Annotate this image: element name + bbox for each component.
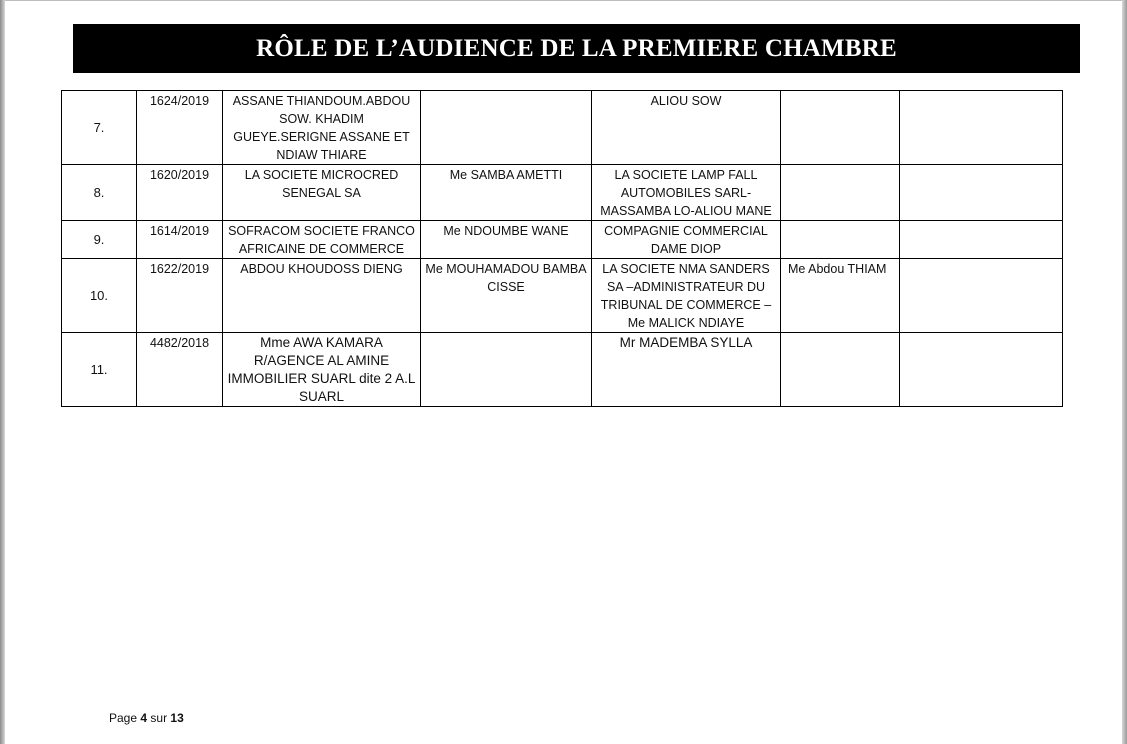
defendant-lawyer: Me Abdou THIAM xyxy=(781,259,900,333)
defendant: COMPAGNIE COMMERCIAL DAME DIOP xyxy=(592,221,781,259)
defendant-lawyer xyxy=(781,165,900,221)
defendant: ALIOU SOW xyxy=(592,91,781,165)
plaintiff-lawyer xyxy=(421,91,592,165)
table-row xyxy=(62,333,1063,407)
observation xyxy=(900,333,1063,407)
page-top-edge xyxy=(5,0,1122,1)
row-number: 10. xyxy=(62,259,137,333)
defendant: LA SOCIETE NMA SANDERS SA –ADMINISTRATEUR DU TRIBUNAL DE COMMERCE – Me MALICK NDIAYE xyxy=(592,259,781,333)
row-number: 7. xyxy=(62,91,137,165)
plaintiff: SOFRACOM SOCIETE FRANCO AFRICAINE DE COMMERCE xyxy=(223,221,421,259)
observation xyxy=(900,91,1063,165)
observation xyxy=(900,259,1063,333)
case-number: 1622/2019 xyxy=(137,259,223,333)
defendant-lawyer xyxy=(781,91,900,165)
case-number: 4482/2018 xyxy=(137,333,223,407)
page-footer xyxy=(109,711,184,725)
page-total: 13 xyxy=(170,711,184,725)
table-row xyxy=(62,165,1063,221)
page-current: 4 xyxy=(140,711,148,725)
defendant: Mr MADEMBA SYLLA xyxy=(592,333,781,407)
page-left-shadow xyxy=(0,0,5,744)
plaintiff-lawyer xyxy=(421,333,592,407)
observation xyxy=(900,165,1063,221)
document-title: RÔLE DE L’AUDIENCE DE LA PREMIERE CHAMBRE xyxy=(73,24,1080,73)
defendant-lawyer xyxy=(781,333,900,407)
row-number: 8. xyxy=(62,165,137,221)
plaintiff: ABDOU KHOUDOSS DIENG xyxy=(223,259,421,333)
table-row xyxy=(62,259,1063,333)
plaintiff: Mme AWA KAMARA R/AGENCE AL AMINE IMMOBILIER SUARL dite 2 A.L SUARL xyxy=(223,333,421,407)
defendant-lawyer xyxy=(781,221,900,259)
plaintiff-lawyer: Me SAMBA AMETTI xyxy=(421,165,592,221)
defendant: LA SOCIETE LAMP FALL AUTOMOBILES SARL-MASSAMBA LO-ALIOU MANE xyxy=(592,165,781,221)
page-separator: sur xyxy=(150,711,168,725)
case-number: 1620/2019 xyxy=(137,165,223,221)
table-row xyxy=(62,221,1063,259)
plaintiff-lawyer: Me MOUHAMADOU BAMBA CISSE xyxy=(421,259,592,333)
observation xyxy=(900,221,1063,259)
case-number: 1624/2019 xyxy=(137,91,223,165)
row-number: 11. xyxy=(62,333,137,407)
row-number: 9. xyxy=(62,221,137,259)
plaintiff: ASSANE THIANDOUM.ABDOU SOW. KHADIM GUEYE.SERIGNE ASSANE ET NDIAW THIARE xyxy=(223,91,421,165)
table-row xyxy=(62,91,1063,165)
hearing-roll-table xyxy=(61,90,1063,407)
plaintiff-lawyer: Me NDOUMBE WANE xyxy=(421,221,592,259)
case-number: 1614/2019 xyxy=(137,221,223,259)
plaintiff: LA SOCIETE MICROCRED SENEGAL SA xyxy=(223,165,421,221)
page-right-shadow xyxy=(1122,0,1127,744)
page-label: Page xyxy=(109,711,138,725)
